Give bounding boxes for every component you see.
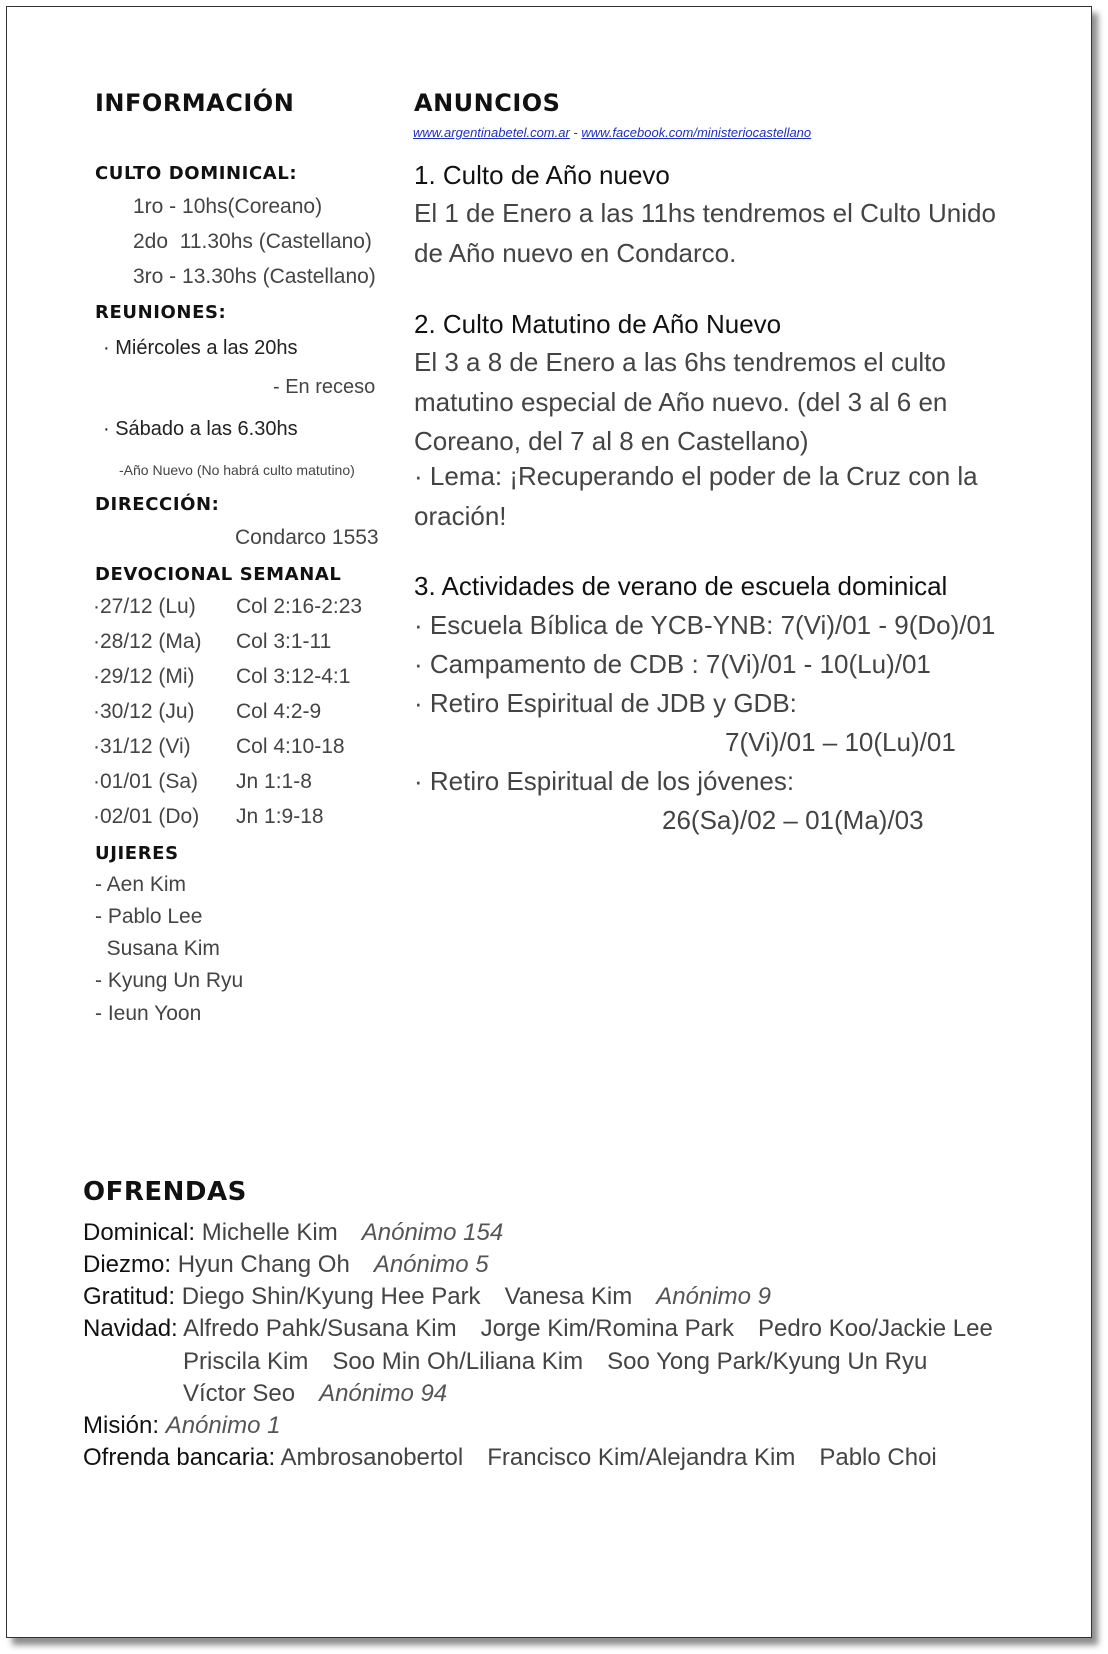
ofrenda-mision	[83, 1412, 280, 1440]
devocional-ref: Col 4:10-18	[236, 735, 345, 758]
ofrenda-navidad	[83, 1315, 993, 1343]
devocional-ref: Col 2:16-2:23	[236, 595, 363, 618]
ofrenda-dominical	[83, 1219, 503, 1247]
anuncio-3-campamento: · Campamento de CDB : 7(Vi)/01 - 10(Lu)/01	[414, 649, 931, 679]
ofrenda-anon: Anónimo 9	[656, 1283, 771, 1310]
reunion-miercoles-note: - En receso	[273, 376, 376, 398]
devocional-ref: Col 3:1-11	[236, 630, 332, 653]
devocional-date: ·27/12 (Lu)	[93, 595, 196, 618]
ofrenda-name: Jorge Kim/Romina Park	[480, 1315, 734, 1342]
anuncio-2-lema: · Lema: ¡Recuperando el poder de la Cruz con la oración!	[414, 461, 978, 531]
ofrenda-name: Víctor Seo	[183, 1380, 296, 1407]
ofrenda-key: Gratitud:	[83, 1283, 176, 1310]
anuncio-3-escuela: · Escuela Bíblica de YCB-YNB: 7(Vi)/01 - 9(Do)/01	[414, 610, 996, 640]
anuncio-3-retiro-jovenes-dates: 26(Sa)/02 – 01(Ma)/03	[662, 805, 924, 835]
devocional-label: DEVOCIONAL SEMANAL	[95, 564, 342, 585]
culto-label: CULTO DOMINICAL:	[95, 163, 298, 184]
devocional-ref: Col 4:2-9	[236, 700, 322, 723]
devocional-ref: Jn 1:1-8	[236, 770, 312, 793]
ofrendas-heading: OFRENDAS	[83, 1177, 247, 1207]
ofrenda-anon: Anónimo 94	[319, 1380, 448, 1407]
direccion-value: Condarco 1553	[235, 526, 379, 549]
anuncio-1-body: El 1 de Enero a las 11hs tendremos el Culto Unido de Año nuevo en Condarco.	[414, 198, 996, 268]
ofrenda-name: Soo Yong Park/Kyung Un Ryu	[607, 1348, 928, 1375]
ofrenda-key: Navidad:	[83, 1315, 178, 1342]
ofrenda-name: Vanesa Kim	[504, 1283, 633, 1310]
page	[6, 6, 1092, 1638]
ofrenda-name: Soo Min Oh/Liliana Kim	[332, 1348, 584, 1375]
anuncio-2-title: 2. Culto Matutino de Año Nuevo	[414, 309, 782, 339]
anuncio-3-retiro-jdb: · Retiro Espiritual de JDB y GDB:	[414, 688, 797, 718]
ofrenda-key: Misión:	[83, 1412, 160, 1439]
ofrenda-name: Michelle Kim	[195, 1219, 338, 1246]
ofrenda-name: Priscila Kim	[183, 1348, 309, 1375]
anuncio-3-retiro-jovenes: · Retiro Espiritual de los jóvenes:	[414, 766, 795, 796]
anuncio-1-title: 1. Culto de Año nuevo	[414, 160, 670, 190]
ofrenda-name: Francisco Kim/Alejandra Kim	[487, 1444, 796, 1471]
devocional-ref: Jn 1:9-18	[236, 805, 324, 828]
ofrenda-key: Diezmo:	[83, 1251, 172, 1278]
devocional-date: ·01/01 (Sa)	[93, 770, 199, 793]
website-link[interactable]: www.argentinabetel.com.ar	[413, 125, 570, 140]
link-separator: -	[569, 125, 582, 140]
devocional-date: ·30/12 (Ju)	[93, 700, 195, 723]
reuniones-label: REUNIONES:	[95, 302, 227, 323]
devocional-date: ·28/12 (Ma)	[93, 630, 202, 653]
reunion-sabado: · Sábado a las 6.30hs	[103, 418, 298, 440]
devocional-date: ·29/12 (Mi)	[93, 665, 195, 688]
ofrenda-name: Ambrosanobertol	[275, 1444, 464, 1471]
ofrenda-navidad-line3	[183, 1380, 447, 1408]
anuncios-links	[413, 125, 811, 140]
anuncio-3-retiro-jdb-dates: 7(Vi)/01 – 10(Lu)/01	[725, 727, 956, 757]
facebook-link[interactable]: www.facebook.com/ministeriocastellano	[581, 125, 812, 140]
culto-1: 1ro - 10hs(Coreano)	[133, 195, 323, 218]
reunion-sabado-note: -Año Nuevo (No habrá culto matutino)	[119, 462, 355, 478]
devocional-date: ·31/12 (Vi)	[93, 735, 191, 758]
anuncio-3-title: 3. Actividades de verano de escuela dominical	[414, 571, 948, 601]
ofrenda-bancaria	[83, 1444, 937, 1472]
anuncio-2-body: El 3 a 8 de Enero a las 6hs tendremos el culto matutino especial de Año nuevo. (del 3 al 6 en Coreano, del 7 al 8 en Castellano)	[414, 347, 948, 456]
ujier-item: Susana Kim	[95, 937, 220, 960]
devocional-date: ·02/01 (Do)	[93, 805, 200, 828]
reunion-miercoles: · Miércoles a las 20hs	[103, 337, 298, 359]
ofrenda-diezmo	[83, 1251, 489, 1279]
anuncios-heading: ANUNCIOS	[414, 89, 561, 117]
ofrenda-name: Pedro Koo/Jackie Lee	[757, 1315, 993, 1342]
ofrenda-navidad-line2	[183, 1348, 927, 1376]
ofrenda-anon: Anónimo 5	[373, 1251, 489, 1278]
direccion-label: DIRECCIÓN:	[95, 494, 220, 515]
ofrenda-gratitud	[83, 1283, 771, 1311]
ujieres-label: UJIERES	[95, 843, 179, 864]
ofrenda-name: Pablo Choi	[819, 1444, 937, 1471]
ofrenda-key: Dominical:	[83, 1219, 196, 1246]
ujier-item: - Pablo Lee	[95, 905, 203, 928]
culto-3: 3ro - 13.30hs (Castellano)	[133, 265, 376, 288]
ujier-item: - Aen Kim	[95, 873, 187, 896]
ujier-item: - Kyung Un Ryu	[95, 969, 244, 992]
ofrenda-name: Hyun Chang Oh	[171, 1251, 350, 1278]
ofrenda-anon: Anónimo 154	[361, 1219, 504, 1246]
ujier-item: - Ieun Yoon	[95, 1002, 202, 1025]
ofrenda-key: Ofrenda bancaria:	[83, 1444, 276, 1471]
ofrenda-anon: Anónimo 1	[165, 1412, 281, 1439]
culto-2: 2do 11.30hs (Castellano)	[133, 230, 372, 253]
info-heading: INFORMACIÓN	[95, 89, 295, 117]
devocional-ref: Col 3:12-4:1	[236, 665, 351, 688]
ofrenda-name: Diego Shin/Kyung Hee Park	[175, 1283, 481, 1310]
ofrenda-name: Alfredo Pahk/Susana Kim	[177, 1315, 457, 1342]
